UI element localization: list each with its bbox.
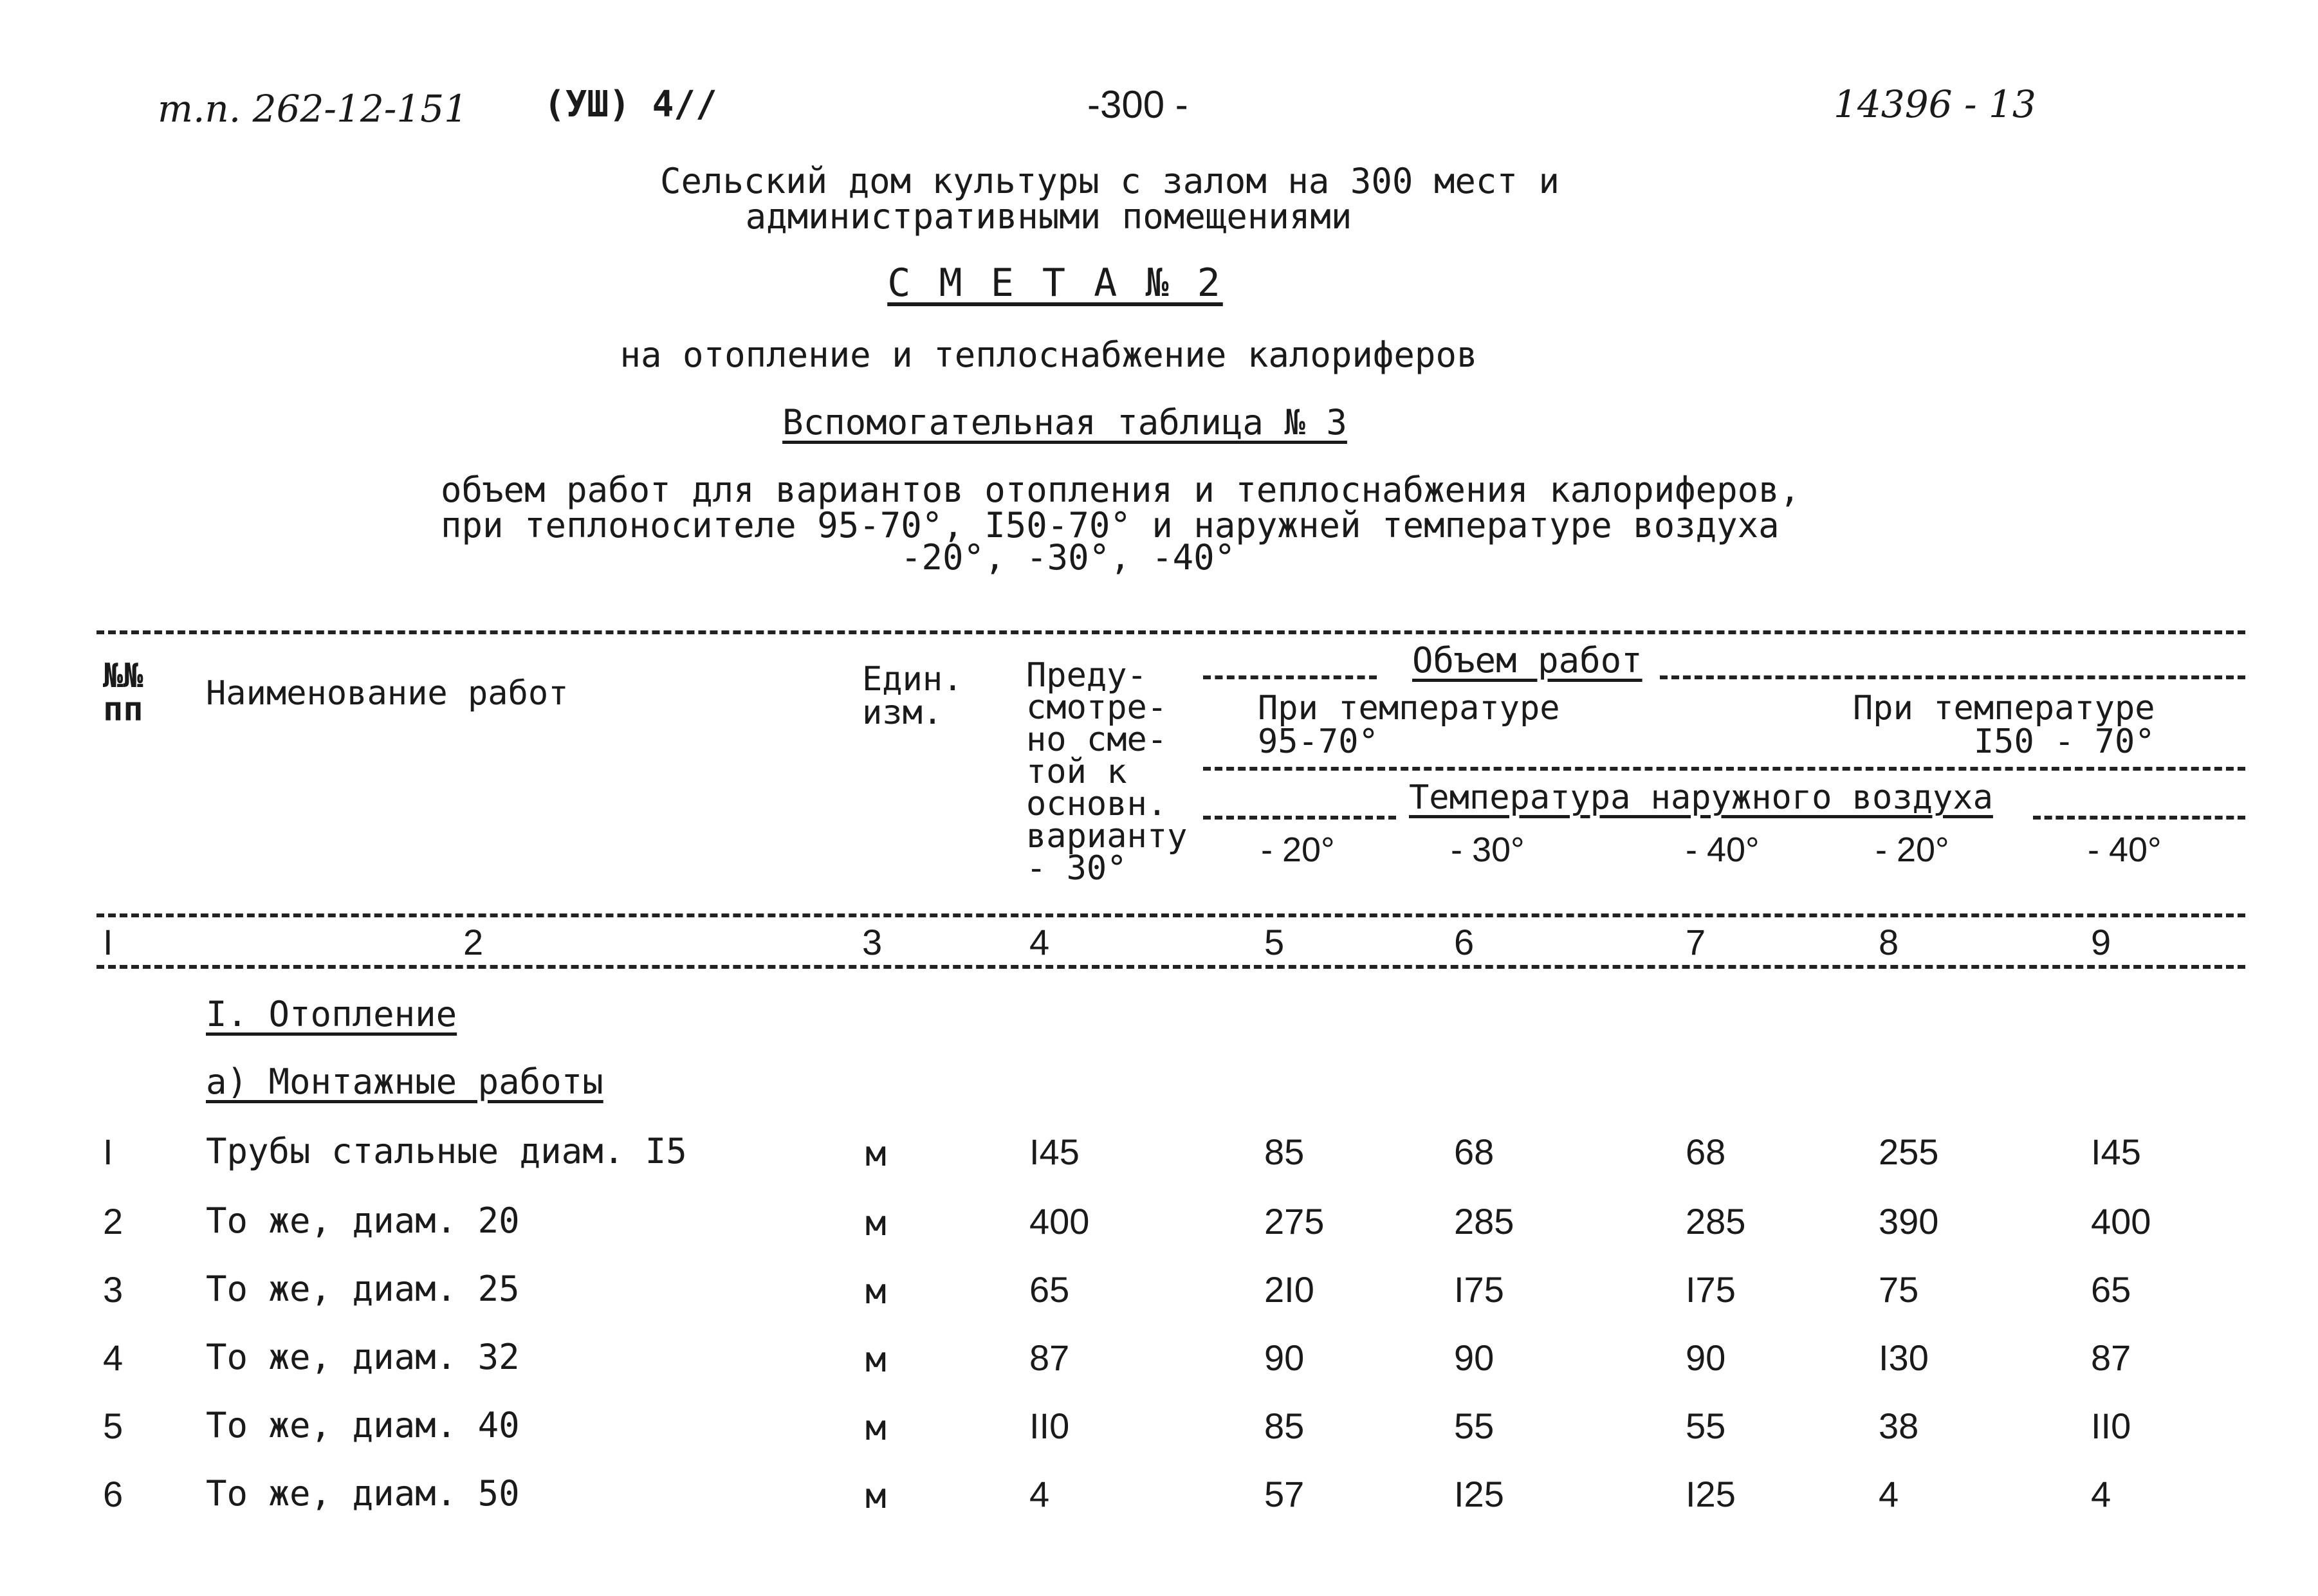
row-unit: м	[865, 1271, 887, 1312]
row-col8: I30	[1879, 1337, 1929, 1378]
row-col4: 4	[1029, 1474, 1050, 1514]
row-col5: 85	[1264, 1406, 1305, 1446]
row-number: 6	[103, 1474, 124, 1514]
outside-rule-left	[1203, 816, 1396, 820]
title-line-2: административными помещениями	[745, 196, 1352, 237]
row-col6: 68	[1454, 1132, 1495, 1172]
header-volume: Объем работ	[1412, 640, 1642, 681]
section-heading: I. Отопление	[206, 994, 457, 1034]
row-col6: I75	[1454, 1269, 1504, 1310]
row-col5: 2I0	[1264, 1269, 1314, 1310]
row-col9: 65	[2091, 1269, 2131, 1310]
col-number-3: 3	[862, 922, 883, 962]
col-number-7: 7	[1686, 922, 1706, 962]
smeta-title: С М Е Т А № 2	[887, 261, 1223, 306]
header-bottom-rule	[97, 913, 2245, 917]
project-code: т.п. 262-12-151	[158, 87, 468, 131]
header-col9-temp: - 40°	[2088, 830, 2162, 869]
row-col5: 90	[1264, 1337, 1305, 1378]
temp-split-rule	[1203, 767, 2245, 771]
header-col5-temp: - 20°	[1261, 830, 1335, 869]
col-number-5: 5	[1264, 922, 1285, 962]
row-unit: м	[865, 1133, 887, 1174]
desc-line-2: при теплоносителе 95-70°, I50-70° и наружней температуре воздуха	[441, 505, 1780, 546]
row-unit: м	[865, 1203, 887, 1243]
row-col8: 75	[1879, 1269, 1919, 1310]
header-unit: Един. изм.	[862, 660, 963, 732]
row-name: То же, диам. 25	[206, 1269, 520, 1309]
row-col9: 4	[2091, 1474, 2111, 1514]
row-col5: 85	[1264, 1132, 1305, 1172]
column-numbers-rule	[97, 965, 2245, 969]
col-number-1: I	[103, 922, 113, 962]
table-top-rule	[97, 630, 2245, 634]
header-name: Наименование работ	[206, 674, 569, 713]
row-col5: 57	[1264, 1474, 1305, 1514]
row-col8: 390	[1879, 1201, 1939, 1242]
volume-mark: (УШ) 4//	[544, 84, 717, 125]
header-temp-95: При температуре 95-70°	[1258, 689, 1560, 761]
row-col8: 255	[1879, 1132, 1939, 1172]
col-number-4: 4	[1029, 922, 1050, 962]
row-col6: I25	[1454, 1474, 1504, 1514]
row-number: 2	[103, 1201, 124, 1242]
outside-rule-right	[2033, 816, 2245, 820]
row-col7: 90	[1686, 1337, 1726, 1378]
volume-rule-left	[1203, 675, 1377, 679]
row-col8: 4	[1879, 1474, 1899, 1514]
row-col7: 68	[1686, 1132, 1726, 1172]
row-name: То же, диам. 50	[206, 1473, 520, 1514]
col-number-6: 6	[1454, 922, 1475, 962]
desc-line-3: -20°, -30°, -40°	[901, 537, 1236, 578]
row-unit: м	[865, 1476, 887, 1516]
desc-line-1: объем работ для вариантов отопления и теплоснабжения калориферов,	[441, 470, 1801, 510]
row-number: 5	[103, 1406, 124, 1446]
header-col8-temp: - 20°	[1875, 830, 1949, 869]
col-number-2: 2	[463, 922, 484, 962]
row-unit: м	[865, 1408, 887, 1448]
volume-rule-right	[1660, 675, 2245, 679]
subsection-heading: а) Монтажные работы	[206, 1061, 603, 1102]
header-num: №№ пп	[103, 657, 143, 729]
row-name: То же, диам. 32	[206, 1337, 520, 1377]
row-col9: 400	[2091, 1201, 2151, 1242]
col-number-9: 9	[2091, 922, 2111, 962]
row-col5: 275	[1264, 1201, 1325, 1242]
row-name: Трубы стальные диам. I5	[206, 1131, 687, 1171]
row-col7: I25	[1686, 1474, 1736, 1514]
row-col9: II0	[2091, 1406, 2131, 1446]
aux-table-title: Вспомогательная таблица № 3	[782, 402, 1347, 443]
row-col4: 65	[1029, 1269, 1070, 1310]
row-unit: м	[865, 1339, 887, 1380]
row-col4: 87	[1029, 1337, 1070, 1378]
row-number: I	[103, 1132, 113, 1172]
row-col7: 285	[1686, 1201, 1746, 1242]
row-col4: I45	[1029, 1132, 1080, 1172]
row-number: 4	[103, 1337, 124, 1378]
row-number: 3	[103, 1269, 124, 1310]
row-col6: 285	[1454, 1201, 1514, 1242]
title-line-1: Сельский дом культуры с залом на 300 мест и	[660, 161, 1559, 201]
row-col8: 38	[1879, 1406, 1919, 1446]
row-col4: 400	[1029, 1201, 1090, 1242]
row-name: То же, диам. 20	[206, 1200, 520, 1241]
row-col6: 55	[1454, 1406, 1495, 1446]
row-col6: 90	[1454, 1337, 1495, 1378]
col-number-8: 8	[1879, 922, 1899, 962]
archive-number: 14396 - 13	[1834, 82, 2036, 126]
row-name: То же, диам. 40	[206, 1405, 520, 1445]
page-number: -300 -	[1087, 83, 1188, 126]
header-col7-temp: - 40°	[1686, 830, 1760, 869]
smeta-purpose: на отопление и теплоснабжение калориферов	[620, 335, 1478, 375]
row-col7: I75	[1686, 1269, 1736, 1310]
row-col9: I45	[2091, 1132, 2141, 1172]
row-col9: 87	[2091, 1337, 2131, 1378]
row-col7: 55	[1686, 1406, 1726, 1446]
row-col4: II0	[1029, 1406, 1070, 1446]
header-provided: Преду- смотре- но сме- той к основн. варианту - 30°	[1026, 656, 1188, 888]
header-temp-150: При температуре I50 - 70°	[1853, 689, 2155, 761]
header-outside-air: Температура наружного воздуха	[1409, 778, 1993, 817]
header-col6-temp: - 30°	[1451, 830, 1525, 869]
